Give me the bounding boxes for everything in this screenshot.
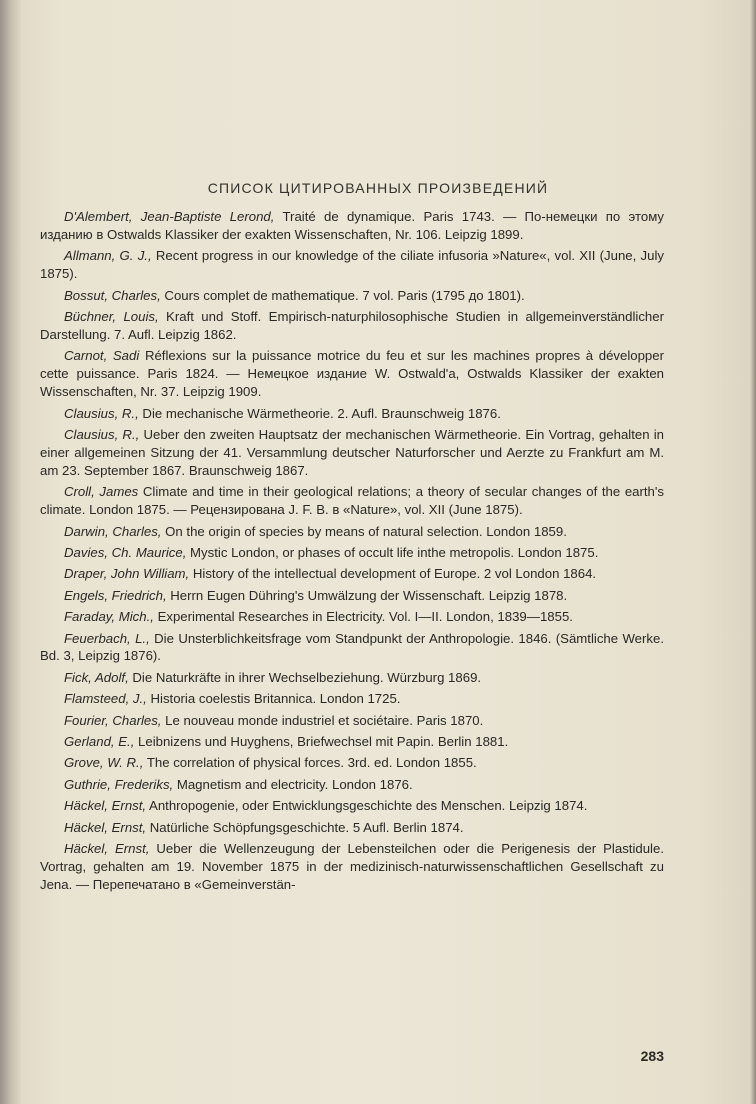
entry-author: Häckel, Ernst, xyxy=(64,841,150,857)
entry-author: Fourier, Charles, xyxy=(64,712,162,728)
bibliography-list xyxy=(40,208,664,897)
bibliography-entry xyxy=(40,405,664,423)
page-number: 283 xyxy=(640,1048,664,1064)
entry-author: Carnot, Sadi xyxy=(64,348,140,364)
page-binding-shadow xyxy=(0,0,22,1104)
entry-text: Ueber die Wellenzeugung der Lebensteilchen oder die Perigenesis der Plastidule. Vortrag, gehalten am 19. November 1875 in der medizinisch-naturwissenschaftlichen Gesellschaft zu Jena. — Перепечатано в «Gemeinverstän- xyxy=(40,841,664,892)
bibliography-entry xyxy=(40,247,664,283)
bibliography-entry xyxy=(40,483,664,519)
entry-author: Clausius, R., xyxy=(64,405,139,421)
entry-author: Draper, John William, xyxy=(64,566,190,582)
entry-author: Guthrie, Frederiks, xyxy=(64,776,174,792)
entry-text: History of the intellectual development of Europe. 2 vol London 1864. xyxy=(189,566,597,582)
entry-author: Häckel, Ernst, xyxy=(64,819,147,835)
entry-text: Cours complet de mathematique. 7 vol. Paris (1795 до 1801). xyxy=(160,287,525,303)
entry-author: Fick, Adolf, xyxy=(64,669,129,685)
page-title: СПИСОК ЦИТИРОВАННЫХ ПРОИЗВЕДЕНИЙ xyxy=(207,180,549,196)
entry-text: Kraft und Stoff. Empirisch-naturphilosophische Studien in allgemeinverständlicher Darstellung. 7. Aufl. Leipzig 1862. xyxy=(40,309,664,342)
bibliography-entry xyxy=(40,754,664,772)
page-edge-shadow xyxy=(750,0,756,1104)
bibliography-entry xyxy=(40,347,664,401)
bibliography-entry xyxy=(40,630,664,666)
entry-text: Recent progress in our knowledge of the ciliate infusoria »Nature«, vol. XII (June, July 1875). xyxy=(40,248,664,282)
entry-author: Feuerbach, L., xyxy=(64,630,150,646)
bibliography-entry xyxy=(40,690,664,708)
entry-text: Experimental Researches in Electricity. Vol. I—II. London, 1839—1855. xyxy=(153,609,573,625)
bibliography-entry xyxy=(40,565,664,583)
entry-text: Historia coelestis Britannica. London 1725. xyxy=(146,691,401,707)
bibliography-entry xyxy=(40,544,664,562)
entry-author: D'Alembert, Jean-Baptiste Lerond, xyxy=(64,209,275,224)
entry-text: On the origin of species by means of natural selection. London 1859. xyxy=(161,523,567,539)
bibliography-entry xyxy=(40,712,664,730)
entry-author: Allmann, G. J., xyxy=(64,248,152,264)
entry-text: Réflexions sur la puissance motrice du feu et sur les machines propres à développer cette puissance. Paris 1824. — Немецкое издание W. Ostwald'a, Ostwalds Klassiker der exakten Wissenschaften, Nr. 37. Leipzig 1909. xyxy=(40,348,664,400)
bibliography-entry xyxy=(40,840,664,894)
entry-author: Engels, Friedrich, xyxy=(64,587,167,603)
bibliography-entry xyxy=(40,797,664,815)
entry-text: Natürliche Schöpfungsgeschichte. 5 Aufl. Berlin 1874. xyxy=(146,819,464,835)
entry-text: Magnetism and electricity. London 1876. xyxy=(173,776,413,792)
entry-text: Leibnizens und Huyghens, Briefwechsel mit Papin. Berlin 1881. xyxy=(134,734,509,750)
entry-author: Bossut, Charles, xyxy=(64,287,161,303)
entry-text: Anthropogenie, oder Entwicklungsgeschichte des Menschen. Leipzig 1874. xyxy=(146,798,588,814)
bibliography-entry xyxy=(40,819,664,837)
bibliography-entry xyxy=(40,733,664,751)
bibliography-entry xyxy=(40,287,664,305)
bibliography-entry xyxy=(40,308,664,344)
bibliography-entry xyxy=(40,587,664,605)
bibliography-entry xyxy=(40,669,664,687)
bibliography-entry xyxy=(40,208,664,244)
entry-text: Traité de dynamique. Paris 1743. — По-немецки по этому изданию в Ostwalds Klassiker der exakten Wissenschaften, Nr. 106. Leipzig 1899. xyxy=(40,209,664,242)
entry-text: Die Unsterblichkeitsfrage vom Standpunkt der Anthropologie. 1846. (Sämtliche Werke. Bd. 3, Leipzig 1876). xyxy=(40,630,664,664)
entry-text: Ueber den zweiten Hauptsatz der mechanischen Wärmetheorie. Ein Vortrag, gehalten in einer allgemeinen Sitzung der 41. Versammlung deutscher Naturforscher und Aerzte zu Frankfurt am M. am 23. September 1867. Braunschweig 1867. xyxy=(40,426,664,478)
bibliography-entry xyxy=(40,426,664,480)
entry-author: Flamsteed, J., xyxy=(64,691,147,707)
bibliography-entry xyxy=(40,776,664,794)
entry-author: Grove, W. R., xyxy=(64,755,144,771)
entry-text: Die Naturkräfte in ihrer Wechselbeziehung. Würzburg 1869. xyxy=(128,669,482,685)
entry-text: The correlation of physical forces. 3rd. ed. London 1855. xyxy=(143,755,477,771)
entry-text: Mystic London, or phases of occult life inthe metropolis. London 1875. xyxy=(186,544,599,560)
entry-author: Faraday, Mich., xyxy=(64,609,154,625)
entry-author: Gerland, E., xyxy=(64,734,135,750)
entry-author: Häckel, Ernst, xyxy=(64,798,147,814)
entry-text: Herrn Eugen Dühring's Umwälzung der Wissenschaft. Leipzig 1878. xyxy=(166,587,568,603)
entry-author: Croll, James xyxy=(64,484,139,500)
entry-text: Le nouveau monde industriel et sociétaire. Paris 1870. xyxy=(161,712,484,728)
bibliography-entry xyxy=(40,608,664,626)
entry-author: Darwin, Charles, xyxy=(64,523,162,539)
entry-author: Büchner, Louis, xyxy=(64,309,159,325)
entry-author: Davies, Ch. Maurice, xyxy=(64,544,187,560)
bibliography-entry xyxy=(40,523,664,541)
entry-author: Clausius, R., xyxy=(64,426,140,442)
entry-text: Climate and time in their geological relations; a theory of secular changes of the earth's climate. London 1875. — Рецензирована J. F. B. в «Nature», vol. XII (June 1875). xyxy=(40,484,664,518)
entry-text: Die mechanische Wärmetheorie. 2. Aufl. Braunschweig 1876. xyxy=(138,405,501,421)
